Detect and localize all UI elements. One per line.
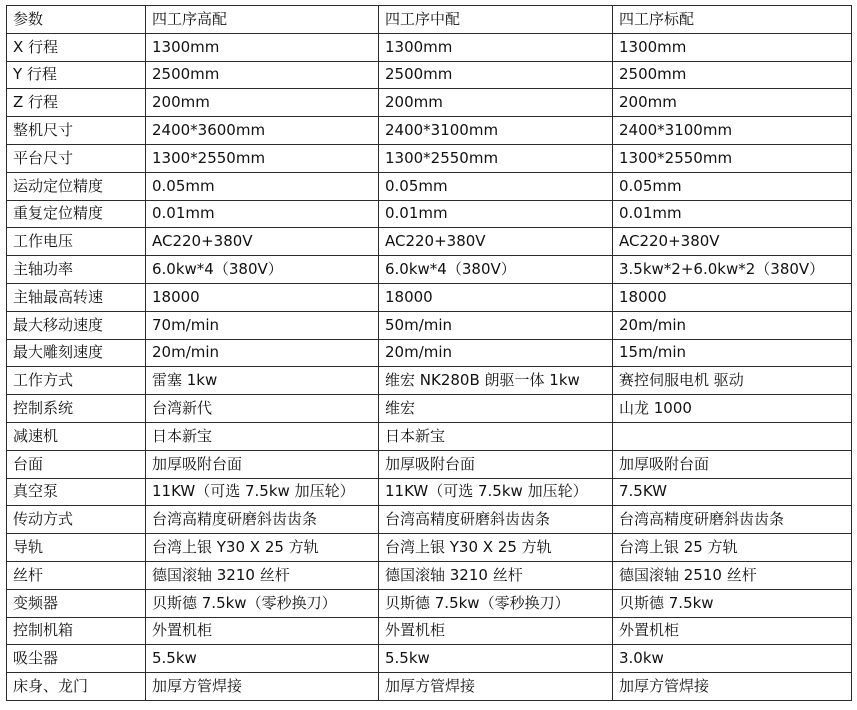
cell-mid: 50m/min xyxy=(379,311,613,339)
cell-mid: 德国滚轴 3210 丝杆 xyxy=(379,561,613,589)
row-label: 工作电压 xyxy=(7,228,146,256)
cell-std: 赛控伺服电机 驱动 xyxy=(613,367,852,395)
cell-std: 1300*2550mm xyxy=(613,144,852,172)
cell-high: 日本新宝 xyxy=(146,422,379,450)
cell-high: 200mm xyxy=(146,89,379,117)
row-label: Z 行程 xyxy=(7,89,146,117)
header-row xyxy=(7,6,852,34)
cell-high: 台湾上银 Y30 X 25 方轨 xyxy=(146,534,379,562)
cell-high: 20m/min xyxy=(146,339,379,367)
cell-std: 加厚吸附台面 xyxy=(613,450,852,478)
cell-std: 0.05mm xyxy=(613,172,852,200)
cell-std: 1300mm xyxy=(613,33,852,61)
cell-std: 山龙 1000 xyxy=(613,395,852,423)
table-row xyxy=(7,339,852,367)
cell-std: 20m/min xyxy=(613,311,852,339)
spec-table xyxy=(6,5,852,701)
cell-high: 2500mm xyxy=(146,61,379,89)
cell-std xyxy=(613,422,852,450)
cell-mid: 加厚吸附台面 xyxy=(379,450,613,478)
table-row xyxy=(7,673,852,701)
table-row xyxy=(7,228,852,256)
cell-mid: 日本新宝 xyxy=(379,422,613,450)
header-cell-high: 四工序高配 xyxy=(146,6,379,34)
cell-std: 台湾上银 25 方轨 xyxy=(613,534,852,562)
row-label: 控制机箱 xyxy=(7,617,146,645)
cell-high: 加厚方管焊接 xyxy=(146,673,379,701)
cell-mid: 11KW（可选 7.5kw 加压轮） xyxy=(379,478,613,506)
cell-std: 15m/min xyxy=(613,339,852,367)
row-label: 真空泵 xyxy=(7,478,146,506)
cell-mid: 外置机柜 xyxy=(379,617,613,645)
cell-mid: AC220+380V xyxy=(379,228,613,256)
cell-high: 6.0kw*4（380V） xyxy=(146,256,379,284)
cell-high: AC220+380V xyxy=(146,228,379,256)
cell-high: 台湾新代 xyxy=(146,395,379,423)
row-label: 变频器 xyxy=(7,589,146,617)
row-label: 运动定位精度 xyxy=(7,172,146,200)
cell-mid: 2400*3100mm xyxy=(379,117,613,145)
cell-high: 2400*3600mm xyxy=(146,117,379,145)
cell-mid: 加厚方管焊接 xyxy=(379,673,613,701)
row-label: Y 行程 xyxy=(7,61,146,89)
row-label: 导轨 xyxy=(7,534,146,562)
cell-high: 5.5kw xyxy=(146,645,379,673)
cell-high: 70m/min xyxy=(146,311,379,339)
cell-high: 雷塞 1kw xyxy=(146,367,379,395)
row-label: 最大移动速度 xyxy=(7,311,146,339)
table-row xyxy=(7,89,852,117)
cell-mid: 维宏 NK280B 朗驱一体 1kw xyxy=(379,367,613,395)
row-label: 传动方式 xyxy=(7,506,146,534)
row-label: 最大雕刻速度 xyxy=(7,339,146,367)
cell-std: 200mm xyxy=(613,89,852,117)
row-label: 吸尘器 xyxy=(7,645,146,673)
table-row xyxy=(7,395,852,423)
cell-high: 18000 xyxy=(146,283,379,311)
row-label: 丝杆 xyxy=(7,561,146,589)
header-cell-std: 四工序标配 xyxy=(613,6,852,34)
cell-high: 加厚吸附台面 xyxy=(146,450,379,478)
cell-mid: 0.01mm xyxy=(379,200,613,228)
cell-std: AC220+380V xyxy=(613,228,852,256)
cell-high: 外置机柜 xyxy=(146,617,379,645)
table-row xyxy=(7,478,852,506)
cell-std: 18000 xyxy=(613,283,852,311)
table-row xyxy=(7,33,852,61)
table-row xyxy=(7,61,852,89)
row-label: 主轴功率 xyxy=(7,256,146,284)
cell-std: 加厚方管焊接 xyxy=(613,673,852,701)
table-row xyxy=(7,367,852,395)
cell-mid: 贝斯德 7.5kw（零秒换刀） xyxy=(379,589,613,617)
table-row xyxy=(7,450,852,478)
cell-std: 7.5KW xyxy=(613,478,852,506)
table-row xyxy=(7,506,852,534)
table-row xyxy=(7,256,852,284)
cell-high: 11KW（可选 7.5kw 加压轮） xyxy=(146,478,379,506)
cell-std: 0.01mm xyxy=(613,200,852,228)
header-cell-param: 参数 xyxy=(7,6,146,34)
cell-high: 德国滚轴 3210 丝杆 xyxy=(146,561,379,589)
table-row xyxy=(7,617,852,645)
cell-high: 贝斯德 7.5kw（零秒换刀） xyxy=(146,589,379,617)
cell-mid: 2500mm xyxy=(379,61,613,89)
table-row xyxy=(7,422,852,450)
cell-std: 贝斯德 7.5kw xyxy=(613,589,852,617)
cell-mid: 18000 xyxy=(379,283,613,311)
cell-mid: 20m/min xyxy=(379,339,613,367)
row-label: 工作方式 xyxy=(7,367,146,395)
cell-std: 台湾高精度研磨斜齿齿条 xyxy=(613,506,852,534)
cell-mid: 台湾高精度研磨斜齿齿条 xyxy=(379,506,613,534)
cell-mid: 0.05mm xyxy=(379,172,613,200)
cell-high: 0.01mm xyxy=(146,200,379,228)
table-row xyxy=(7,589,852,617)
cell-std: 德国滚轴 2510 丝杆 xyxy=(613,561,852,589)
cell-std: 3.5kw*2+6.0kw*2（380V） xyxy=(613,256,852,284)
table-row xyxy=(7,117,852,145)
table-row xyxy=(7,561,852,589)
row-label: 减速机 xyxy=(7,422,146,450)
row-label: 主轴最高转速 xyxy=(7,283,146,311)
cell-mid: 1300mm xyxy=(379,33,613,61)
cell-std: 2500mm xyxy=(613,61,852,89)
cell-high: 1300mm xyxy=(146,33,379,61)
table-row xyxy=(7,311,852,339)
cell-std: 外置机柜 xyxy=(613,617,852,645)
table-row xyxy=(7,645,852,673)
table-row xyxy=(7,144,852,172)
cell-mid: 维宏 xyxy=(379,395,613,423)
row-label: 平台尺寸 xyxy=(7,144,146,172)
table-row xyxy=(7,200,852,228)
row-label: 台面 xyxy=(7,450,146,478)
cell-mid: 6.0kw*4（380V） xyxy=(379,256,613,284)
row-label: 重复定位精度 xyxy=(7,200,146,228)
table-row xyxy=(7,534,852,562)
cell-std: 2400*3100mm xyxy=(613,117,852,145)
row-label: X 行程 xyxy=(7,33,146,61)
table-row xyxy=(7,283,852,311)
header-cell-mid: 四工序中配 xyxy=(379,6,613,34)
cell-mid: 台湾上银 Y30 X 25 方轨 xyxy=(379,534,613,562)
cell-high: 1300*2550mm xyxy=(146,144,379,172)
row-label: 控制系统 xyxy=(7,395,146,423)
cell-mid: 1300*2550mm xyxy=(379,144,613,172)
cell-std: 3.0kw xyxy=(613,645,852,673)
table-body xyxy=(7,33,852,700)
table-header xyxy=(7,6,852,34)
row-label: 床身、龙门 xyxy=(7,673,146,701)
cell-high: 台湾高精度研磨斜齿齿条 xyxy=(146,506,379,534)
row-label: 整机尺寸 xyxy=(7,117,146,145)
spec-table-wrapper xyxy=(6,5,852,701)
cell-high: 0.05mm xyxy=(146,172,379,200)
table-row xyxy=(7,172,852,200)
cell-mid: 200mm xyxy=(379,89,613,117)
cell-mid: 5.5kw xyxy=(379,645,613,673)
